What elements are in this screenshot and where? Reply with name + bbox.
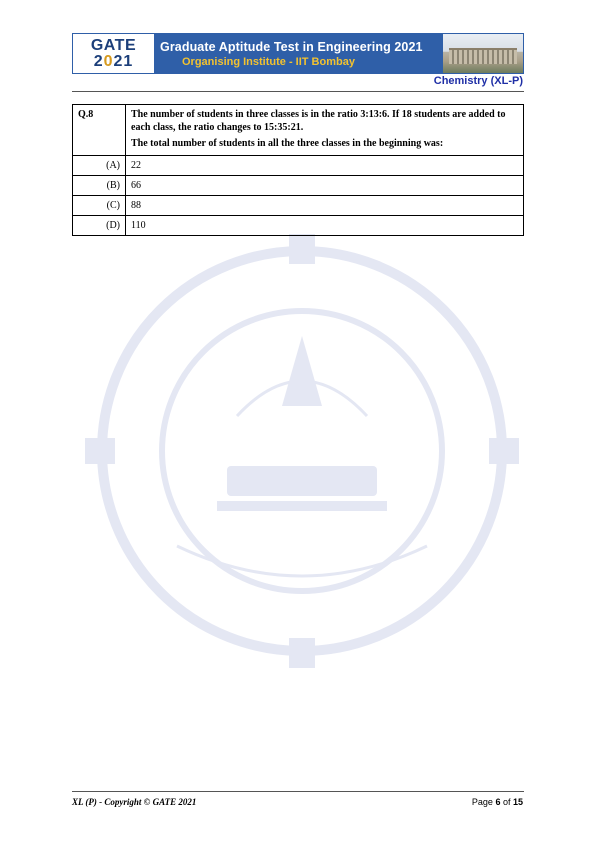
option-row	[73, 155, 524, 175]
banner-title: Graduate Aptitude Test in Engineering 2021	[160, 39, 423, 54]
institute-building-image	[443, 34, 523, 73]
question-stem	[126, 105, 524, 156]
option-value: 22	[126, 155, 524, 175]
banner-subtitle: Organising Institute - IIT Bombay	[182, 55, 355, 68]
header-banner	[72, 33, 524, 74]
option-value: 66	[126, 175, 524, 195]
question-text: The number of students in three classes is in the ratio 3:13:6. If 18 students are added to each class, the ratio changes to 15:35:21.	[131, 109, 506, 133]
logo-year: 2021	[93, 52, 134, 70]
question-row	[73, 105, 524, 156]
option-row	[73, 175, 524, 195]
option-label: (D)	[73, 215, 126, 235]
option-label: (A)	[73, 155, 126, 175]
option-label: (C)	[73, 195, 126, 215]
option-value: 88	[126, 195, 524, 215]
question-prompt: The total number of students in all the three classes in the beginning was:	[131, 138, 444, 149]
question-number: Q.8	[73, 105, 126, 156]
option-value: 110	[126, 215, 524, 235]
current-page: 6	[495, 797, 501, 807]
footer-copyright: XL (P) - Copyright © GATE 2021	[72, 797, 197, 807]
footer-page-number: Page 6 of 15	[471, 797, 523, 807]
banner-text	[154, 33, 443, 74]
iit-bombay-emblem-watermark	[67, 216, 537, 686]
paper-subject: Chemistry (XL-P)	[433, 75, 523, 87]
option-label: (B)	[73, 175, 126, 195]
header-rule	[72, 91, 524, 92]
footer-rule	[72, 791, 524, 792]
gate-logo	[73, 34, 154, 73]
option-row	[73, 215, 524, 235]
total-pages: 15	[512, 797, 523, 807]
logo-word: GATE	[90, 36, 137, 54]
question-table	[72, 104, 524, 236]
option-row	[73, 195, 524, 215]
